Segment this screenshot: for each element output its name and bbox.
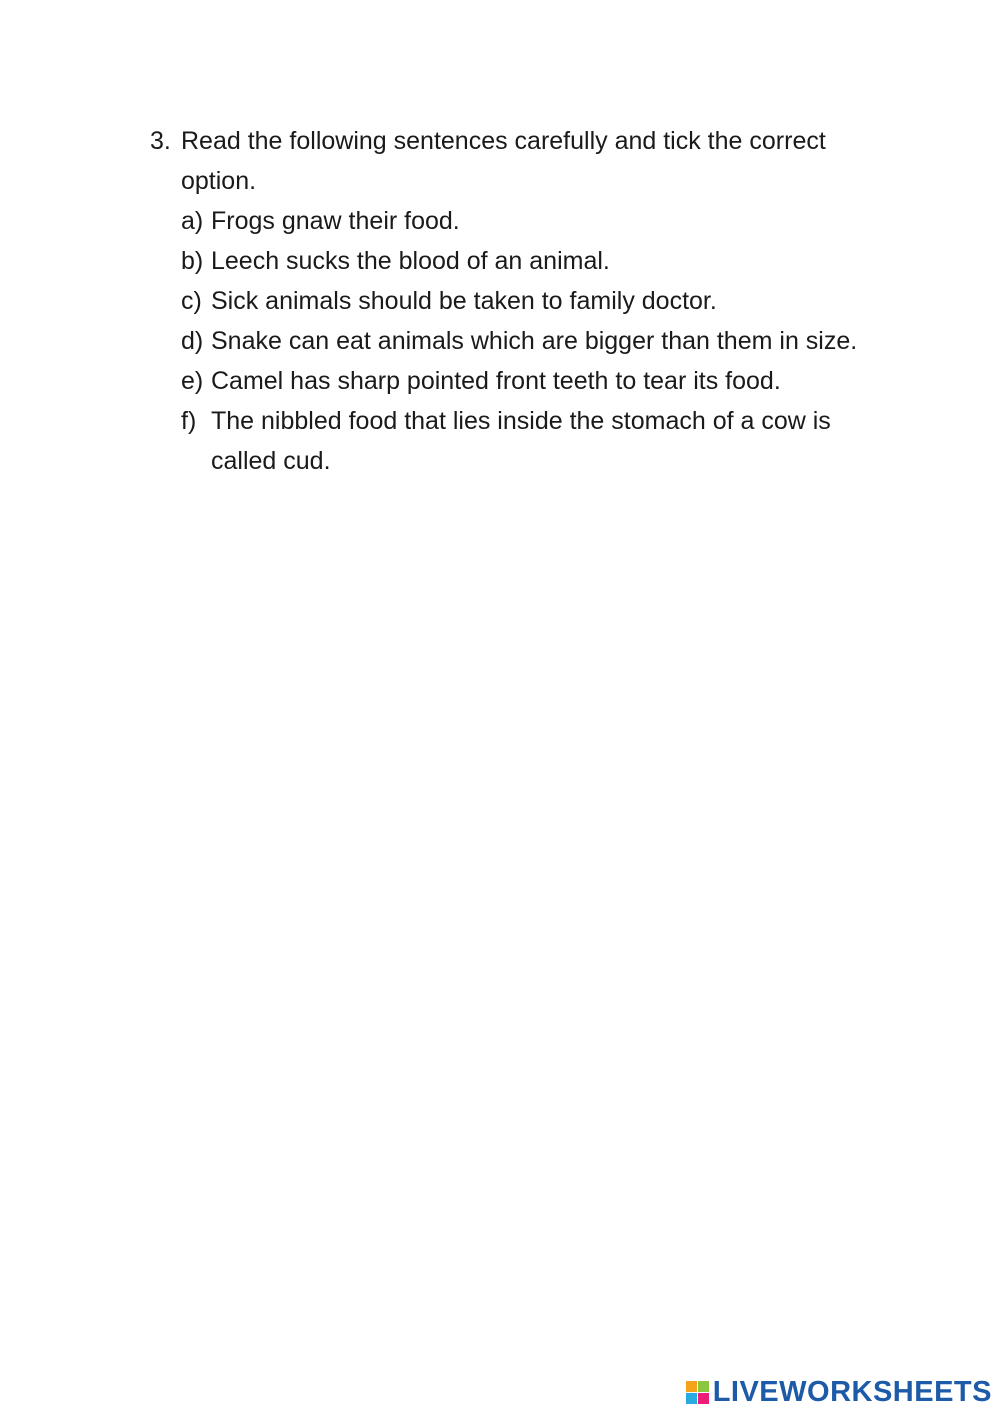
liveworksheets-logo-icon — [686, 1381, 709, 1404]
option-e — [181, 361, 890, 401]
option-f — [181, 401, 890, 481]
question-prompt: Read the following sentences carefully and tick the correct option. — [181, 127, 826, 195]
option-text: Leech sucks the blood of an animal. — [211, 247, 610, 275]
option-text: Frogs gnaw their food. — [211, 207, 460, 235]
question-header — [150, 121, 890, 201]
option-letter: e) — [181, 367, 204, 395]
option-text: Camel has sharp pointed front teeth to tear its food. — [211, 367, 781, 395]
option-letter: f) — [181, 407, 197, 435]
question-3 — [150, 121, 890, 481]
option-letter: c) — [181, 287, 202, 315]
liveworksheets-logo-text: LIVEWORKSHEETS — [712, 1376, 992, 1408]
option-b — [181, 241, 890, 281]
option-letter: b) — [181, 247, 204, 275]
question-number: 3. — [150, 127, 171, 155]
option-text: Sick animals should be taken to family doctor. — [211, 287, 717, 315]
option-c — [181, 281, 890, 321]
liveworksheets-logo — [686, 1376, 992, 1409]
option-a — [181, 201, 890, 241]
option-d — [181, 321, 890, 361]
option-list — [150, 201, 890, 481]
option-text: The nibbled food that lies inside the stomach of a cow is called cud. — [211, 407, 831, 475]
option-text: Snake can eat animals which are bigger than them in size. — [211, 327, 858, 355]
option-letter: d) — [181, 327, 204, 355]
option-letter: a) — [181, 207, 204, 235]
